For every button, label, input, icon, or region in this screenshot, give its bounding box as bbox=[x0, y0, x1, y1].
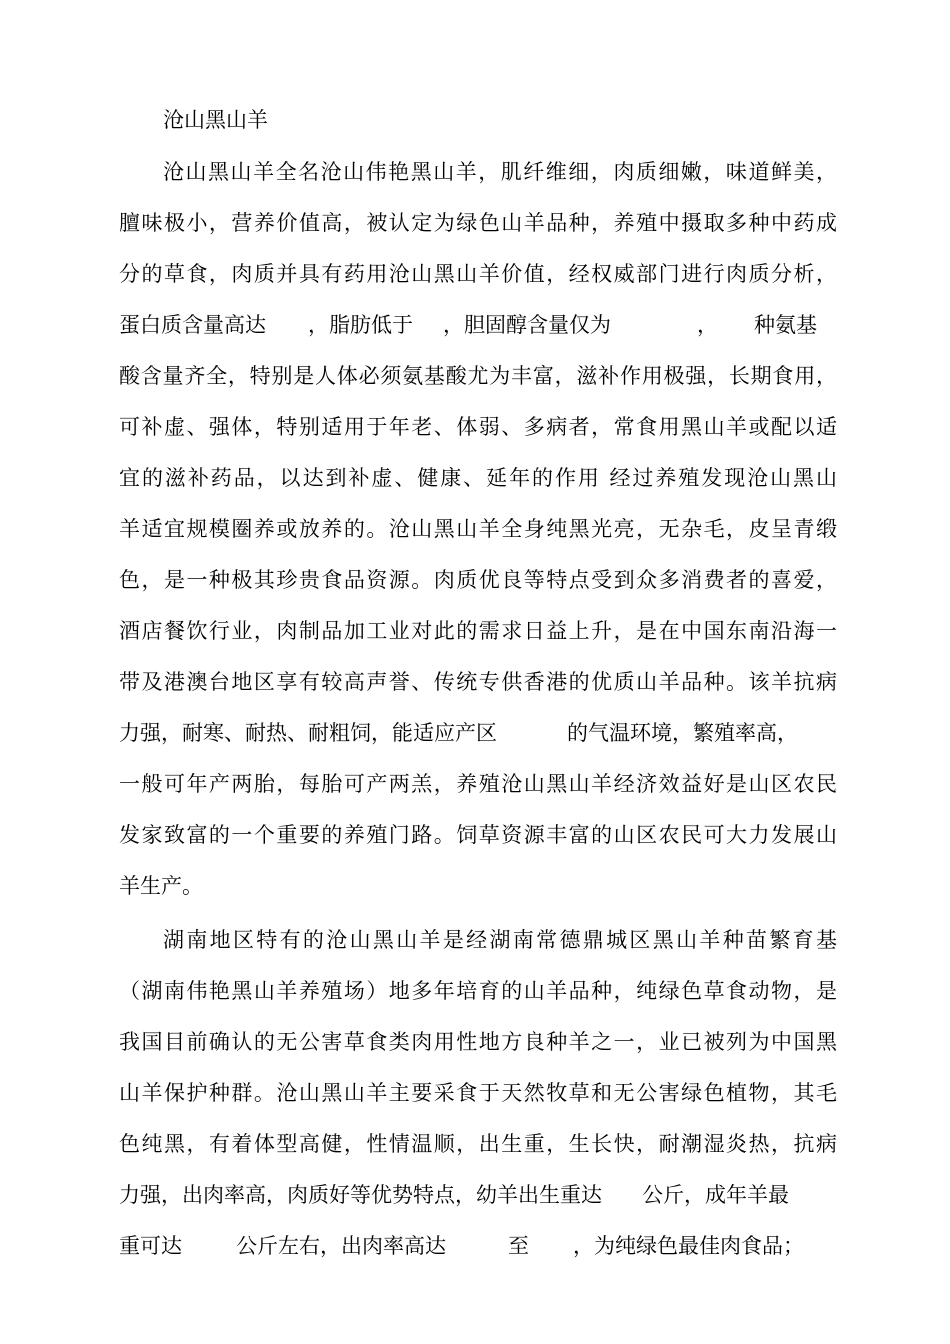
paragraph-1-line-7: 宜的滋补药品，以达到补虚、健康、延年的作用 经过养殖发现沧山黑山 bbox=[119, 466, 837, 490]
paragraph-2-line-4: 山羊保护种群。沧山黑山羊主要采食于天然牧草和无公害绿色植物，其毛 bbox=[119, 1081, 837, 1105]
climate-text: 的气温环境，繁殖率高， bbox=[567, 721, 798, 745]
paragraph-2-line-7 bbox=[119, 1233, 837, 1259]
birth-weight-text: 力强，出肉率高，肉质好等优势特点，幼羊出生重达 bbox=[119, 1183, 602, 1207]
paragraph-2-line-1: 湖南地区特有的沧山黑山羊是经湖南常德鼎城区黑山羊种苗繁育基 bbox=[163, 928, 837, 952]
paragraph-1-line-1: 沧山黑山羊全名沧山伟艳黑山羊，肌纤维细，肉质细嫩，味道鲜美， bbox=[163, 160, 837, 184]
paragraph-1-line-14: 发家致富的一个重要的养殖门路。饲草资源丰富的山区农民可大力发展山 bbox=[119, 823, 837, 847]
cholesterol-text: ，胆固醇含量仅为 bbox=[443, 313, 611, 337]
meat-rate-text: 公斤左右，出肉率高达 bbox=[236, 1234, 446, 1258]
paragraph-1-line-6: 可补虚、强体，特别适用于年老、体弱、多病者，常食用黑山羊或配以适 bbox=[119, 415, 837, 439]
fat-text: ，脂肪低于 bbox=[308, 313, 413, 337]
paragraph-1-line-2: 膻味极小，营养价值高，被认定为绿色山羊品种，养殖中摄取多种中药成 bbox=[119, 211, 837, 235]
adult-weight-text: 公斤，成年羊最 bbox=[642, 1183, 789, 1207]
paragraph-1-line-10: 酒店餐饮行业，肉制品加工业对此的需求日益上升，是在中国东南沿海一 bbox=[119, 619, 837, 643]
paragraph-1-line-5: 酸含量齐全，特别是人体必须氨基酸尤为丰富，滋补作用极强，长期食用， bbox=[119, 364, 837, 388]
paragraph-1-line-13: 一般可年产两胎，每胎可产两羔，养殖沧山黑山羊经济效益好是山区农民 bbox=[119, 772, 837, 796]
paragraph-2-line-6 bbox=[119, 1182, 837, 1208]
paragraph-2-line-2: （湖南伟艳黑山羊养殖场）地多年培育的山羊品种，纯绿色草食动物，是 bbox=[119, 979, 837, 1003]
max-weight-text: 重可达 bbox=[119, 1234, 182, 1258]
to-text: 至 bbox=[508, 1234, 529, 1258]
paragraph-2-line-5: 色纯黑，有着体型高健，性情温顺，出生重，生长快，耐潮湿炎热，抗病 bbox=[119, 1132, 837, 1156]
protein-text: 蛋白质含量高达 bbox=[119, 313, 266, 337]
paragraph-1-line-3: 分的草食，肉质并具有药用沧山黑山羊价值，经权威部门进行肉质分析， bbox=[119, 262, 837, 286]
paragraph-2-line-3: 我国目前确认的无公害草食类肉用性地方良种羊之一，业已被列为中国黑 bbox=[119, 1030, 837, 1054]
green-food-text: ，为纯绿色最佳肉食品； bbox=[573, 1234, 804, 1258]
paragraph-1-line-9: 色，是一种极其珍贵食品资源。肉质优良等特点受到众多消费者的喜爱， bbox=[119, 568, 837, 592]
paragraph-1-line-4 bbox=[119, 312, 837, 338]
amino-acid-text: 种氨基 bbox=[754, 313, 817, 337]
comma-text: ， bbox=[697, 313, 718, 337]
paragraph-1-line-11: 带及港澳台地区享有较高声誉、传统专供香港的优质山羊品种。该羊抗病 bbox=[119, 670, 837, 694]
document-title: 沧山黑山羊 bbox=[163, 108, 268, 132]
paragraph-1-line-8: 羊适宜规模圈养或放养的。沧山黑山羊全身纯黑光亮，无杂毛，皮呈青缎 bbox=[119, 517, 837, 541]
paragraph-1-line-15: 羊生产。 bbox=[119, 874, 203, 898]
paragraph-1-line-12 bbox=[119, 720, 837, 746]
adaptation-text: 力强，耐寒、耐热、耐粗饲，能适应产区 bbox=[119, 721, 497, 745]
